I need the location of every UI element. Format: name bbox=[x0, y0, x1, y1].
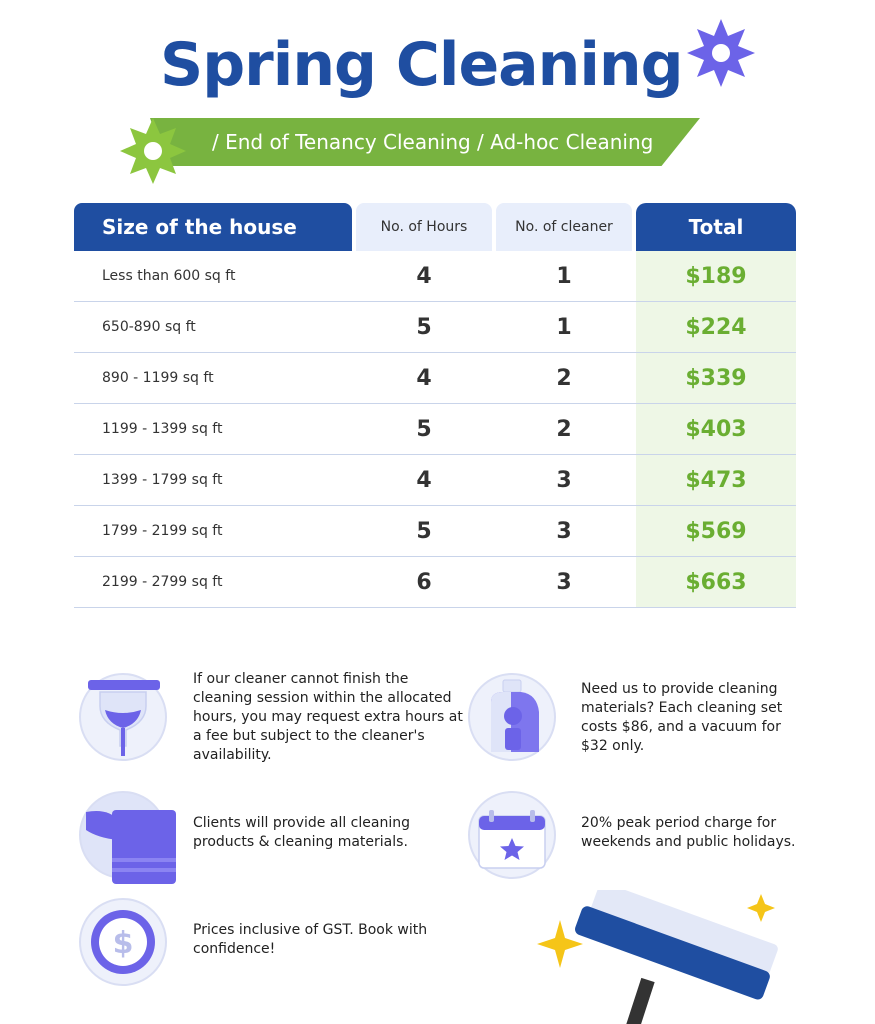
cell-size: Less than 600 sq ft bbox=[102, 268, 236, 284]
cell-hours: 6 bbox=[416, 569, 432, 595]
cell-size: 1399 - 1799 sq ft bbox=[102, 472, 223, 488]
extra-hours-note: If our cleaner cannot finish the cleaning session within the allocated hours, you may request extra hours at a fee but subject to the cleaner's availability. bbox=[193, 671, 463, 763]
cell-hours: 4 bbox=[416, 365, 432, 391]
cell-total: $569 bbox=[636, 506, 796, 556]
cell-size: 890 - 1199 sq ft bbox=[102, 370, 214, 386]
header-hours: No. of Hours bbox=[356, 203, 492, 251]
cell-hours: 5 bbox=[416, 518, 432, 544]
cell-cleaners: 2 bbox=[556, 365, 572, 391]
table-header bbox=[74, 203, 796, 251]
table-row bbox=[74, 353, 796, 404]
table-row bbox=[74, 251, 796, 302]
table-row bbox=[74, 404, 796, 455]
cell-cleaners: 1 bbox=[556, 263, 572, 289]
cell-total: $473 bbox=[636, 455, 796, 505]
squeegee-icon bbox=[535, 890, 835, 1024]
cell-cleaners: 3 bbox=[556, 569, 572, 595]
subtitle: / End of Tenancy Cleaning / Ad-hoc Cleaning bbox=[212, 130, 654, 154]
header-size: Size of the house bbox=[74, 203, 352, 251]
cell-size: 1199 - 1399 sq ft bbox=[102, 421, 223, 437]
dollar-coin-icon bbox=[78, 897, 168, 987]
green-flower-icon bbox=[118, 116, 188, 186]
table-row bbox=[74, 557, 796, 608]
cell-total: $189 bbox=[636, 251, 796, 301]
page-title: Spring Cleaning bbox=[160, 30, 683, 100]
hourglass-icon bbox=[78, 672, 168, 762]
materials-note: Need us to provide cleaning materials? Each cleaning set costs $86, and a vacuum for $32 only. bbox=[581, 681, 783, 754]
cell-total: $224 bbox=[636, 302, 796, 352]
cell-size: 650-890 sq ft bbox=[102, 319, 196, 335]
client-products-note: Clients will provide all cleaning products & cleaning materials. bbox=[193, 815, 410, 850]
calendar-star-icon bbox=[467, 790, 557, 880]
purple-flower-icon bbox=[686, 18, 756, 88]
cell-hours: 5 bbox=[416, 314, 432, 340]
header-cleaners: No. of cleaner bbox=[496, 203, 632, 251]
svg-text:$: $ bbox=[112, 926, 134, 961]
cloth-icon bbox=[78, 790, 178, 885]
gst-note: Prices inclusive of GST. Book with confidence! bbox=[193, 922, 428, 957]
table-row bbox=[74, 302, 796, 353]
cleaning-bottle-icon bbox=[467, 672, 557, 762]
cell-hours: 4 bbox=[416, 263, 432, 289]
table-row bbox=[74, 506, 796, 557]
price-table bbox=[74, 203, 796, 608]
cell-cleaners: 2 bbox=[556, 416, 572, 442]
peak-charge-note: 20% peak period charge for weekends and public holidays. bbox=[581, 815, 796, 850]
table-row bbox=[74, 455, 796, 506]
header-total: Total bbox=[636, 203, 796, 251]
cell-total: $339 bbox=[636, 353, 796, 403]
cell-cleaners: 1 bbox=[556, 314, 572, 340]
cell-cleaners: 3 bbox=[556, 467, 572, 493]
cell-total: $403 bbox=[636, 404, 796, 454]
cell-cleaners: 3 bbox=[556, 518, 572, 544]
cell-total: $663 bbox=[636, 557, 796, 607]
cell-hours: 4 bbox=[416, 467, 432, 493]
cell-hours: 5 bbox=[416, 416, 432, 442]
cell-size: 2199 - 2799 sq ft bbox=[102, 574, 223, 590]
cell-size: 1799 - 2199 sq ft bbox=[102, 523, 223, 539]
